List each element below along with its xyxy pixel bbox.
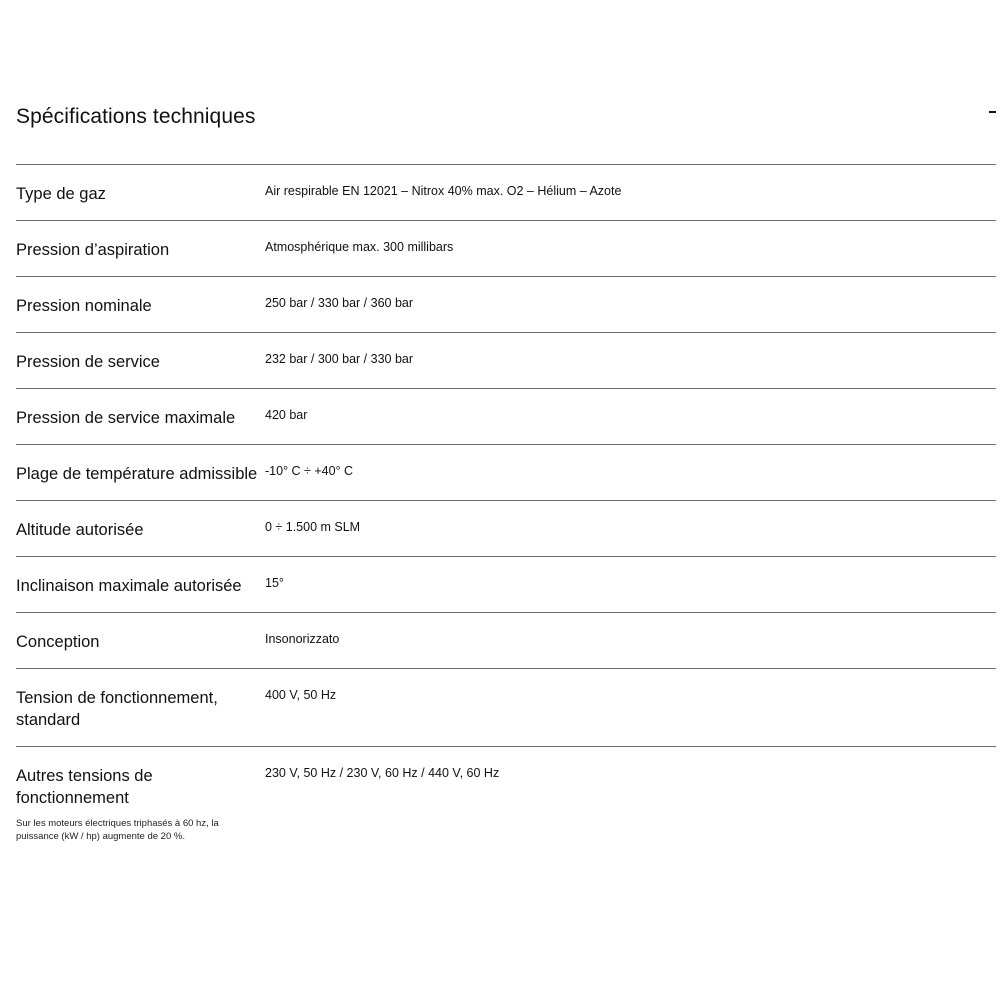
- spec-row-autres-tensions: [16, 746, 996, 843]
- spec-value: Atmosphérique max. 300 millibars: [265, 240, 454, 254]
- spec-label: Autres tensions de fonctionnement: [16, 767, 153, 807]
- spec-label: Altitude autorisée: [16, 521, 144, 539]
- spec-row-inclinaison-maximale: [16, 556, 996, 612]
- minus-icon: [989, 111, 996, 113]
- spec-value: 15°: [265, 576, 284, 590]
- spec-table: [16, 164, 996, 843]
- spec-label: Conception: [16, 633, 100, 651]
- spec-value: 0 ÷ 1.500 m SLM: [265, 520, 361, 534]
- spec-label: Pression de service: [16, 353, 160, 371]
- spec-label: Pression de service maximale: [16, 409, 236, 427]
- spec-label: Plage de température admissible: [16, 465, 258, 483]
- spec-value: 250 bar / 330 bar / 360 bar: [265, 296, 414, 310]
- spec-row-altitude-autorisee: [16, 500, 996, 556]
- spec-row-pression-nominale: [16, 276, 996, 332]
- spec-row-pression-de-service-maximale: [16, 388, 996, 444]
- spec-row-conception: [16, 612, 996, 668]
- spec-label: Inclinaison maximale autorisée: [16, 577, 242, 595]
- spec-value: 400 V, 50 Hz: [265, 688, 337, 702]
- specs-section-header: [16, 100, 996, 136]
- spec-label: Tension de fonctionnement, standard: [16, 689, 218, 729]
- spec-value: 232 bar / 300 bar / 330 bar: [265, 352, 414, 366]
- spec-label: Pression d’aspiration: [16, 241, 170, 259]
- spec-value: 230 V, 50 Hz / 230 V, 60 Hz / 440 V, 60 Hz: [265, 766, 500, 780]
- spec-row-tension-standard: [16, 668, 996, 746]
- collapse-toggle-button[interactable]: [972, 100, 996, 124]
- spec-label: Pression nominale: [16, 297, 152, 315]
- spec-row-plage-de-temperature: [16, 444, 996, 500]
- spec-row-type-de-gaz: [16, 164, 996, 220]
- spec-value: -10° C ÷ +40° C: [265, 464, 354, 478]
- spec-value: 420 bar: [265, 408, 308, 422]
- spec-row-pression-de-service: [16, 332, 996, 388]
- section-title: Spécifications techniques: [16, 105, 256, 128]
- spec-label: Type de gaz: [16, 185, 106, 203]
- spec-value: Insonorizzato: [265, 632, 340, 646]
- spec-footnote: Sur les moteurs électriques triphasés à 60 hz, la puissance (kW / hp) augmente de 20 %.: [16, 818, 219, 842]
- spec-row-pression-aspiration: [16, 220, 996, 276]
- spec-value: Air respirable EN 12021 – Nitrox 40% max. O2 – Hélium – Azote: [265, 184, 622, 198]
